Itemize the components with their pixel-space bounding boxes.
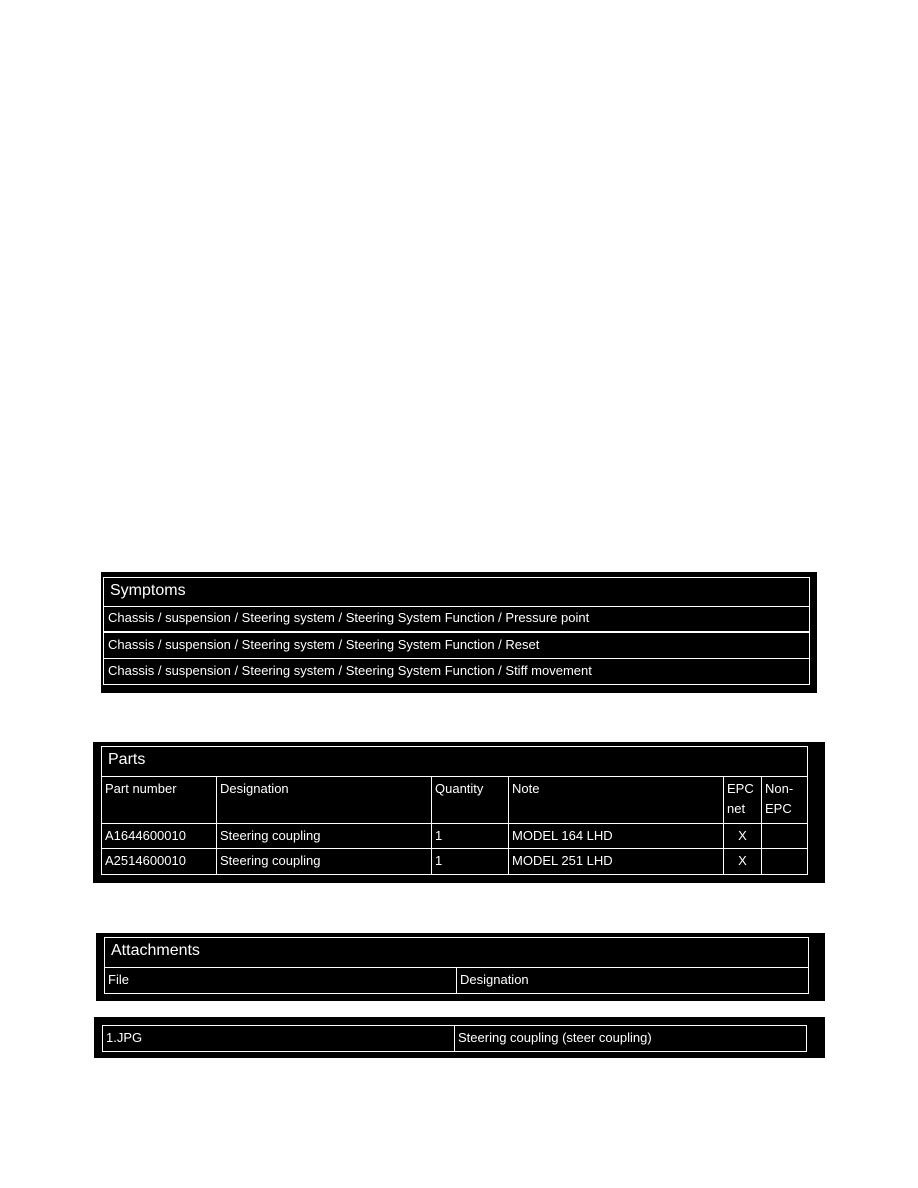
col-non-epc — [762, 777, 807, 823]
attachments-section — [96, 933, 825, 1001]
col-part-number — [102, 777, 217, 823]
cell-designation: Steering coupling — [217, 849, 432, 874]
symptom-item: Chassis / suspension / Steering system / Steering System Function / Reset — [103, 632, 810, 659]
cell-epc-net: X — [724, 849, 762, 874]
col-non-epc-label-line2: EPC — [765, 801, 792, 816]
attachments-list — [94, 1017, 825, 1058]
attachments-header-row — [104, 967, 809, 994]
cell-note: MODEL 251 LHD — [509, 849, 724, 874]
symptoms-section — [101, 572, 817, 693]
parts-header-row — [101, 776, 808, 824]
cell-quantity: 1 — [432, 824, 509, 848]
col-file — [105, 968, 457, 993]
col-quantity-label: Quantity — [435, 781, 484, 796]
col-epc-net — [724, 777, 762, 823]
col-designation — [217, 777, 432, 823]
cell-designation: Steering coupling — [217, 824, 432, 848]
col-designation-label: Designation — [220, 781, 289, 796]
col-epc-net-label-line2: net — [727, 801, 746, 816]
cell-non-epc — [762, 849, 807, 874]
symptom-item: Chassis / suspension / Steering system / Steering System Function / Pressure point — [103, 606, 810, 632]
table-row — [101, 848, 808, 875]
cell-quantity: 1 — [432, 849, 509, 874]
col-attachment-designation-label: Designation — [460, 972, 529, 987]
cell-attachment-designation: Steering coupling (steer coupling) — [458, 1030, 652, 1045]
cell-epc-net: X — [724, 824, 762, 848]
col-file-label: File — [108, 972, 129, 987]
col-part-number-label: Part number — [105, 781, 177, 796]
parts-section — [93, 742, 825, 883]
symptoms-title: Symptoms — [103, 577, 810, 607]
attachments-title: Attachments — [104, 937, 809, 968]
col-note-label: Note — [512, 781, 540, 796]
cell-part-number: A1644600010 — [102, 824, 217, 848]
cell-note: MODEL 164 LHD — [509, 824, 724, 848]
col-non-epc-label-line1: Non- — [765, 781, 794, 796]
cell-non-epc — [762, 824, 807, 848]
col-quantity — [432, 777, 509, 823]
table-row — [101, 823, 808, 849]
symptom-item: Chassis / suspension / Steering system / Steering System Function / Stiff movement — [103, 658, 810, 685]
table-row — [102, 1025, 807, 1052]
cell-part-number: A2514600010 — [102, 849, 217, 874]
col-note — [509, 777, 724, 823]
col-epc-net-label-line1: EPC — [727, 781, 754, 796]
col-attachment-designation — [457, 968, 808, 993]
parts-title: Parts — [101, 746, 808, 777]
cell-file: 1.JPG — [103, 1026, 455, 1051]
